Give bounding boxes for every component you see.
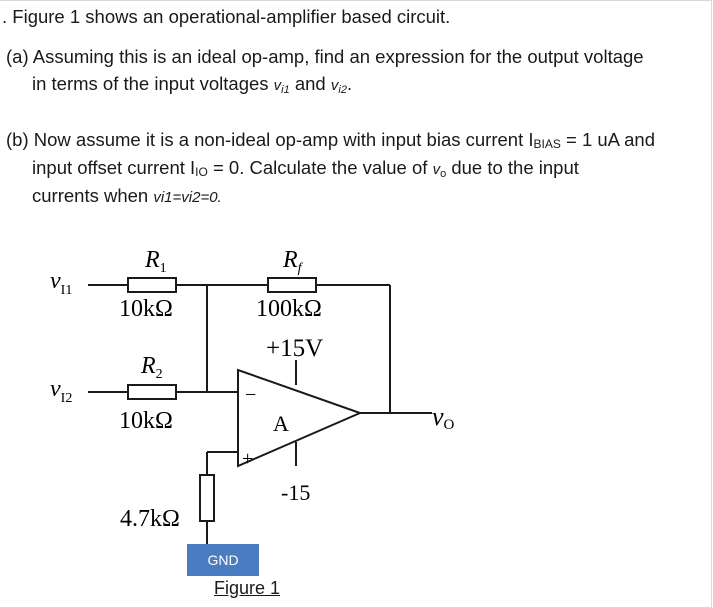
resistor-r3 (200, 475, 214, 521)
intro-text: . Figure 1 shows an operational-amplifier based circuit. (2, 6, 451, 27)
gnd-box (187, 544, 259, 576)
rf-label: $R_f$ (283, 247, 302, 276)
part-b-text-1b: = 1 uA and (560, 129, 655, 150)
vi2-symbol: v (330, 77, 339, 94)
vi1-symbol: v (273, 77, 282, 94)
part-a-text-2: in terms of the input voltages (32, 73, 274, 94)
vi1-label: $v_{I1}$ (50, 268, 73, 298)
part-a-text-1: (a) Assuming this is an ideal op-amp, find an expression for the output voltage (6, 46, 644, 67)
vi2-label: $v_{I2}$ (50, 376, 73, 406)
period: . (346, 73, 353, 94)
resistor-r2 (128, 385, 176, 399)
resistor-rf (268, 278, 316, 292)
vplus-label: +15V (266, 335, 324, 362)
io-sub: IO (195, 165, 208, 179)
and-text: and (289, 73, 331, 94)
r1-label: $R_1$ (145, 247, 167, 276)
r2-value: 10kΩ (119, 408, 173, 434)
vo-label: vO (432, 402, 455, 433)
resistor-r1 (128, 278, 176, 292)
part-b-text-2c: due to the input (446, 157, 579, 178)
plus-sign: + (242, 448, 254, 470)
part-b-text-2b: = 0. Calculate the value of (207, 157, 433, 178)
opamp-triangle (238, 370, 360, 466)
minus-sign: − (245, 384, 257, 406)
r3-value: 4.7kΩ (120, 506, 180, 532)
vo-sub: o (440, 168, 447, 180)
part-b-text-1: (b) Now assume it is a non-ideal op-amp with input bias current I (6, 129, 534, 150)
r2-label: $R_2$ (141, 353, 163, 382)
amp-label: A (273, 411, 289, 436)
vminus-label: -15 (281, 480, 311, 505)
part-b-text-2: input offset current I (32, 157, 196, 178)
part-b-text-3: currents when (32, 185, 154, 206)
rf-value: 100kΩ (256, 296, 322, 322)
bias-sub: BIAS (533, 137, 561, 151)
vo-symbol: v (432, 161, 441, 178)
vi1-sub: i1 (281, 84, 290, 96)
condition-text: vi1=vi2=0. (153, 189, 222, 206)
r1-value: 10kΩ (119, 296, 173, 322)
vi2-sub: i2 (338, 84, 347, 96)
figure-caption: Figure 1 (214, 578, 281, 598)
gnd-label: GND (207, 552, 239, 568)
